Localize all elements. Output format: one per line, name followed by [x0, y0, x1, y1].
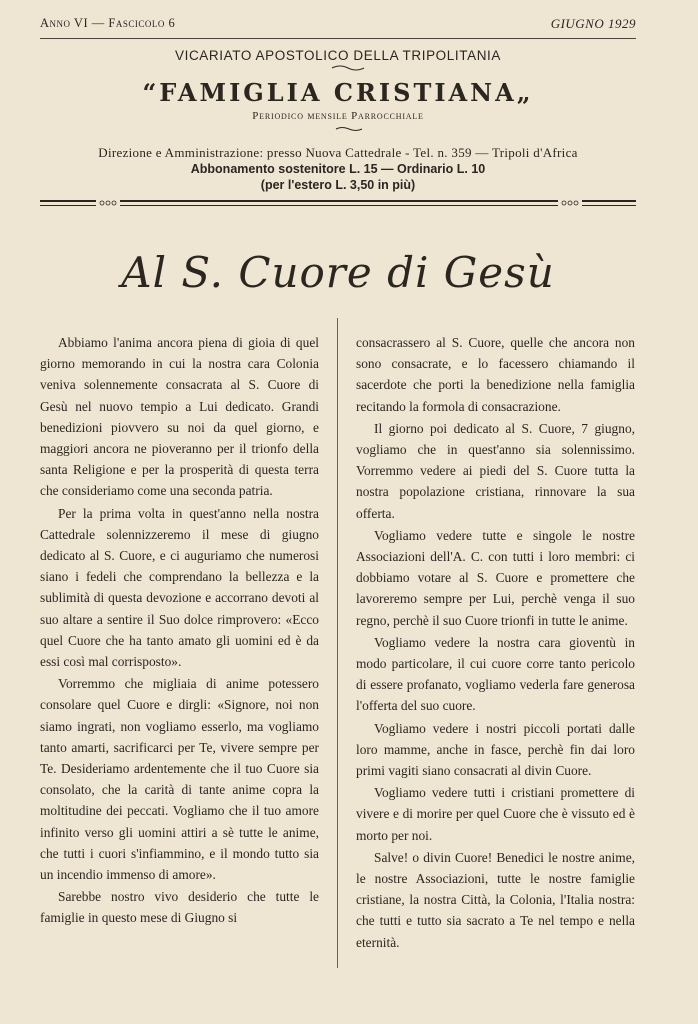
article-paragraph: Abbiamo l'anima ancora piena di gioia di quel giorno memorando in cui la nostra cara Colonia veniva solennemente consacrata al S. Cuore di Gesù nel nuovo tempio a Lui dedicato. Grandi benedizioni piovvero su noi da quel giorno, e maggiori ancora ne pioveranno per il trionfo della santa Religione e per la prosperità di questa terra che consideriamo come una seconda patria. — [40, 335, 319, 499]
foreign-price-line: (per l'estero L. 3,50 in più) — [260, 178, 416, 192]
article-paragraph: Vogliamo vedere tutti i cristiani promettere di vivere e di morire per quel Cuore che è vissuto ed è morto per noi. — [356, 785, 635, 843]
article-paragraph: Vogliamo vedere la nostra cara gioventù in modo particolare, il cui cuore corre tanto pericolo di essere profanato, vogliamo vederla fare generosa l'offerta del suo cuore. — [356, 634, 635, 714]
issue-date: GIUGNO 1929 — [550, 16, 636, 31]
ornament-icon — [330, 64, 366, 75]
article-paragraph: Vogliamo vedere i nostri piccoli portati dalle loro mamme, anche in fasce, perchè fin dai loro primi vagiti siano consacrati al divin Cuore. — [356, 720, 635, 779]
article-paragraph: Vorremmo che migliaia di anime potessero consolare quel Cuore e dirgli: «Signore, noi non siamo ingrati, non vogliamo esserlo, ma vogliamo tanto amarti, sacrificarci per Te, vivere sempre per Te. Desideriamo ardentemente che il tuo Cuore sia consolato, che la carità di tante anime copra la moltitudine dei peccati. Vogliamo che il tuo amore infinito verso gli uomini attiri a sè tutte le anime, che tutti i cuori s'infiammino, e il mondo tutto sia un incendio immenso di amore». — [40, 676, 319, 883]
publisher-line: VICARIATO APOSTOLICO DELLA TRIPOLITANIA — [175, 48, 501, 63]
article-paragraph: Sarebbe nostro vivo desiderio che tutte le famiglie in questo mese di Giugno si — [40, 889, 319, 926]
rule-ornament-icon — [96, 200, 120, 208]
article-paragraph: Vogliamo vedere tutte e singole le nostre Associazioni dell'A. C. con tutti i loro membri: ci dobbiamo votare al S. Cuore e promettere che lavoreremo sempre per Lui, perchè venga il suo regno, perchè il suo Cuore trionfi in tutte le anime. — [356, 527, 635, 628]
column-divider — [337, 318, 338, 968]
article-title: Al S. Cuore di Gesù — [121, 248, 555, 297]
running-header — [40, 16, 636, 34]
rule-ornament-icon — [558, 200, 582, 208]
article-paragraph: Per la prima volta in quest'anno nella nostra Cattedrale solennizzeremo il mese di giugno dedicato al S. Cuore, e ci auguriamo che numerosi siano i fedeli che comprendano la bellezza e la sublimità di questa devozione e accorrano devoti al suo altare a sentire il Suo dolce rimprovero: «Ecco quel Cuore che ha tanto amato gli uomini ed è da essi così mal corrisposto». — [40, 505, 319, 670]
double-rule-thick — [40, 200, 636, 202]
ornament-icon — [334, 125, 364, 135]
top-rule — [40, 38, 636, 39]
masthead-subtitle: Periodico mensile Parrocchiale — [252, 110, 424, 122]
article-paragraph: Il giorno poi dedicato al S. Cuore, 7 giugno, vogliamo che in quest'anno sia solennissimo. Vorremmo vedere ai piedi del S. Cuore tutta la nostra popolazione cristiana, rinnovare la sua offerta. — [356, 420, 635, 521]
subscription-line: Abbonamento sostenitore L. 15 — Ordinario L. 10 — [190, 162, 486, 176]
address-line: Direzione e Amministrazione: presso Nuova Cattedrale - Tel. n. 359 — Tripoli d'Africa — [98, 145, 578, 160]
article-paragraph: consacrassero al S. Cuore, quelle che ancora non sono consacrate, e lo facessero chiamando il sacerdote che porti la benedizione nella famiglia recitando la formola di consacrazione. — [356, 335, 635, 414]
article-paragraph: Salve! o divin Cuore! Benedici le nostre anime, le nostre Associazioni, tutte le nostre famiglie cristiane, la nostra Città, la Colonia, l'Italia nostra: che tutti e tutto sia sacrato a Te nel tempo e nella eternità. — [356, 849, 635, 950]
article-column-left — [40, 332, 319, 930]
double-rule-thin — [40, 205, 636, 206]
masthead-title: “FAMIGLIA CRISTIANA„ — [142, 78, 534, 107]
issue-number: Anno VI — Fascicolo 6 — [40, 16, 176, 30]
article-column-right — [356, 332, 635, 954]
